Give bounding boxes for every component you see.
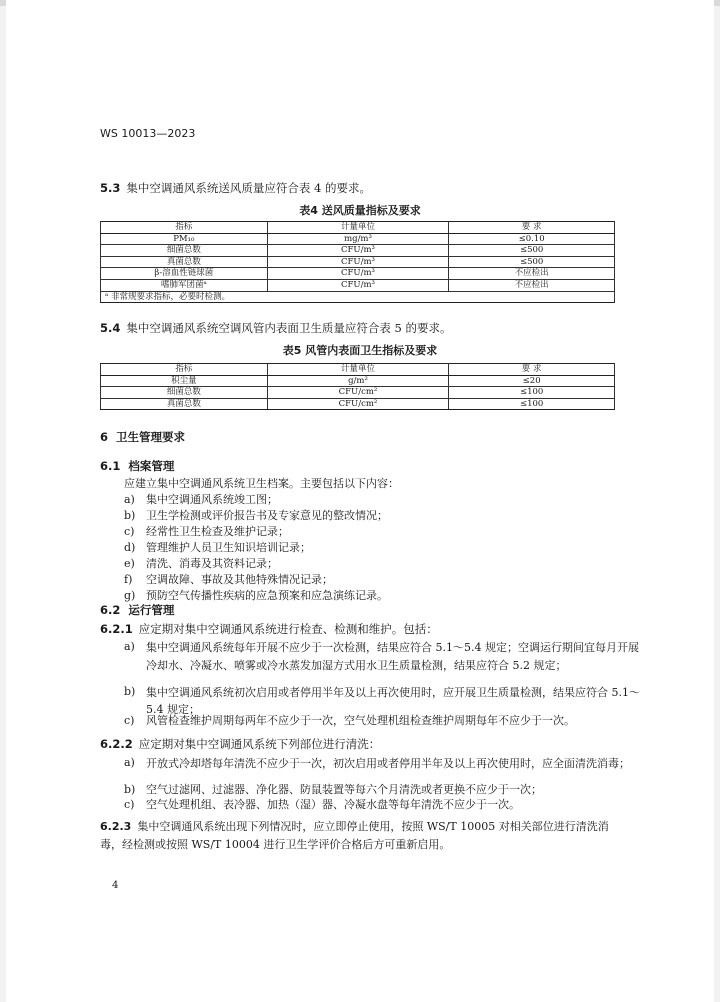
table-row	[101, 268, 615, 280]
table-cell: CFU/cm²	[267, 387, 449, 399]
table-row	[101, 256, 615, 268]
list-item-text: 空气处理机组、表冷器、加热（湿）器、冷凝水盘等每年清洗不应少于一次。	[146, 798, 520, 811]
table-cell: 嗜肺军团菌ᵃ	[101, 279, 268, 291]
table-row	[101, 387, 615, 399]
list-item-label: b)	[124, 783, 136, 796]
table-row	[101, 398, 615, 410]
list-item-text: 卫生学检测或评价报告书及专家意见的整改情况；	[146, 509, 388, 522]
table-cell: β-溶血性链球菌	[101, 268, 268, 280]
table-cell: 不应检出	[449, 279, 615, 291]
table-cell: 细菌总数	[101, 245, 268, 257]
clause-number: 6.2.2	[100, 737, 133, 751]
page-number: 4	[112, 880, 119, 891]
list-item-text: 预防空气传播性疾病的应急预案和应急演练记录。	[146, 589, 388, 602]
list-item-text: 开放式冷却塔每年清洗不应少于一次，初次启用或者停用半年及以上再次使用时，应全面清洗消毒；	[146, 757, 630, 770]
clause-5-3	[100, 180, 371, 196]
list-item-text: 清洗、消毒及其资料记录；	[146, 557, 278, 570]
standard-number-header: WS 10013—2023	[100, 127, 196, 140]
section-6-heading	[100, 429, 193, 445]
table4-header-cell: 指标	[101, 222, 268, 234]
table-cell: g/m²	[267, 375, 449, 387]
list-item-label: a)	[124, 640, 135, 653]
table5	[100, 363, 615, 410]
list-item-text: 集中空调通风系统竣工图；	[146, 493, 278, 506]
clause-6-2-3	[100, 818, 620, 854]
list-item-text: 管理维护人员卫生知识培训记录；	[146, 541, 311, 554]
clause-text: 应定期对集中空调通风系统下列部位进行清洗：	[138, 737, 381, 751]
list-item-label: b)	[124, 685, 136, 698]
list-item-label: g)	[124, 589, 136, 602]
list-item-text: 风管检查维护周期每两年不应少于一次，空气处理机组检查维护周期每年不应少于一次。	[146, 714, 575, 727]
clause-5-4	[100, 320, 452, 336]
list-item-label: d)	[124, 541, 136, 554]
clause-text: 集中空调通风系统送风质量应符合表 4 的要求。	[126, 181, 372, 195]
section-title: 卫生管理要求	[116, 430, 186, 444]
table5-header-cell: 要 求	[449, 364, 615, 376]
table-cell: ≤500	[449, 245, 615, 257]
table-cell: CFU/m³	[267, 279, 449, 291]
list-item-label: c)	[124, 714, 135, 727]
clause-number: 6.2.1	[100, 622, 133, 636]
list-item-label: e)	[124, 557, 135, 570]
table-cell: CFU/m³	[267, 268, 449, 280]
table5-header-cell: 计量单位	[267, 364, 449, 376]
section-6-1-heading	[100, 458, 182, 474]
list-item-label: a)	[124, 756, 135, 769]
list-item-label: f)	[124, 573, 133, 586]
table-row	[101, 279, 615, 291]
table4-caption: 表4 送风质量指标及要求	[299, 204, 421, 217]
table-cell: 细菌总数	[101, 387, 268, 399]
section-title: 档案管理	[128, 459, 175, 473]
table4-header-cell: 要 求	[449, 222, 615, 234]
section-6-1-intro: 应建立集中空调通风系统卫生档案。主要包括以下内容：	[124, 477, 399, 490]
table-cell: 不应检出	[449, 268, 615, 280]
section-number: 6.2	[100, 603, 121, 617]
table-cell: ≤500	[449, 256, 615, 268]
section-title: 运行管理	[128, 603, 175, 617]
table-cell: ≤100	[449, 398, 615, 410]
table-cell: 真菌总数	[101, 256, 268, 268]
table-cell: 真菌总数	[101, 398, 268, 410]
table-cell: CFU/m³	[267, 256, 449, 268]
clause-text: 应定期对集中空调通风系统进行检查、检测和维护。包括：	[138, 622, 438, 636]
section-number: 6	[100, 430, 109, 444]
table-cell: PM₁₀	[101, 233, 268, 245]
table-cell: mg/m³	[267, 233, 449, 245]
table4-header-row	[101, 222, 615, 234]
table-cell: ≤20	[449, 375, 615, 387]
list-item-text: 集中空调通风系统初次启用或者停用半年及以上再次使用时，应开展卫生质量检测，结果应符合 5.1～5.4 规定；	[146, 686, 640, 716]
section-6-2-heading	[100, 602, 182, 618]
clause-number: 6.2.3	[100, 820, 132, 833]
clause-number: 5.3	[100, 181, 121, 195]
table-cell: ≤100	[449, 387, 615, 399]
table5-header-cell: 指标	[101, 364, 268, 376]
list-item-label: b)	[124, 509, 136, 522]
list-item-text: 集中空调通风系统每年开展不应少于一次检测，结果应符合 5.1～5.4 规定；空调运行期间宜每月开展冷却水、冷凝水、喷雾或冷水蒸发加湿方式用水卫生质量检测，结果应符合 5.2 规定；	[146, 641, 639, 672]
table-cell: ≤0.10	[449, 233, 615, 245]
table-cell: CFU/cm²	[267, 398, 449, 410]
table-row	[101, 233, 615, 245]
list-item-label: c)	[124, 525, 135, 538]
clause-text: 集中空调通风系统出现下列情况时，应立即停止使用，按照 WS/T 10005 对相关部位进行清洗消毒，经检测或按照 WS/T 10004 进行卫生学评价合格后方可重新启用。	[100, 820, 609, 851]
table4-note-row	[101, 291, 615, 303]
list-item-text: 空调故障、事故及其他特殊情况记录；	[146, 573, 333, 586]
table-row	[101, 375, 615, 387]
table-cell: 积尘量	[101, 375, 268, 387]
clause-6-2-2	[100, 736, 380, 752]
list-item-label: c)	[124, 798, 135, 811]
table-row	[101, 245, 615, 257]
table4-note: ᵃ 非常规要求指标，必要时检测。	[101, 291, 615, 303]
table4	[100, 221, 615, 303]
table5-caption: 表5 风管内表面卫生指标及要求	[282, 344, 438, 357]
table4-header-cell: 计量单位	[267, 222, 449, 234]
clause-text: 集中空调通风系统空调风管内表面卫生质量应符合表 5 的要求。	[126, 321, 452, 335]
list-item-text: 经常性卫生检查及维护记录；	[146, 525, 289, 538]
section-number: 6.1	[100, 459, 121, 473]
list-item-label: a)	[124, 493, 135, 506]
table5-header-row	[101, 364, 615, 376]
table-cell: CFU/m³	[267, 245, 449, 257]
list-item-text: 空气过滤网、过滤器、净化器、防鼠装置等每六个月清洗或者更换不应少于一次；	[146, 783, 542, 796]
clause-6-2-1	[100, 621, 438, 637]
clause-number: 5.4	[100, 321, 121, 335]
